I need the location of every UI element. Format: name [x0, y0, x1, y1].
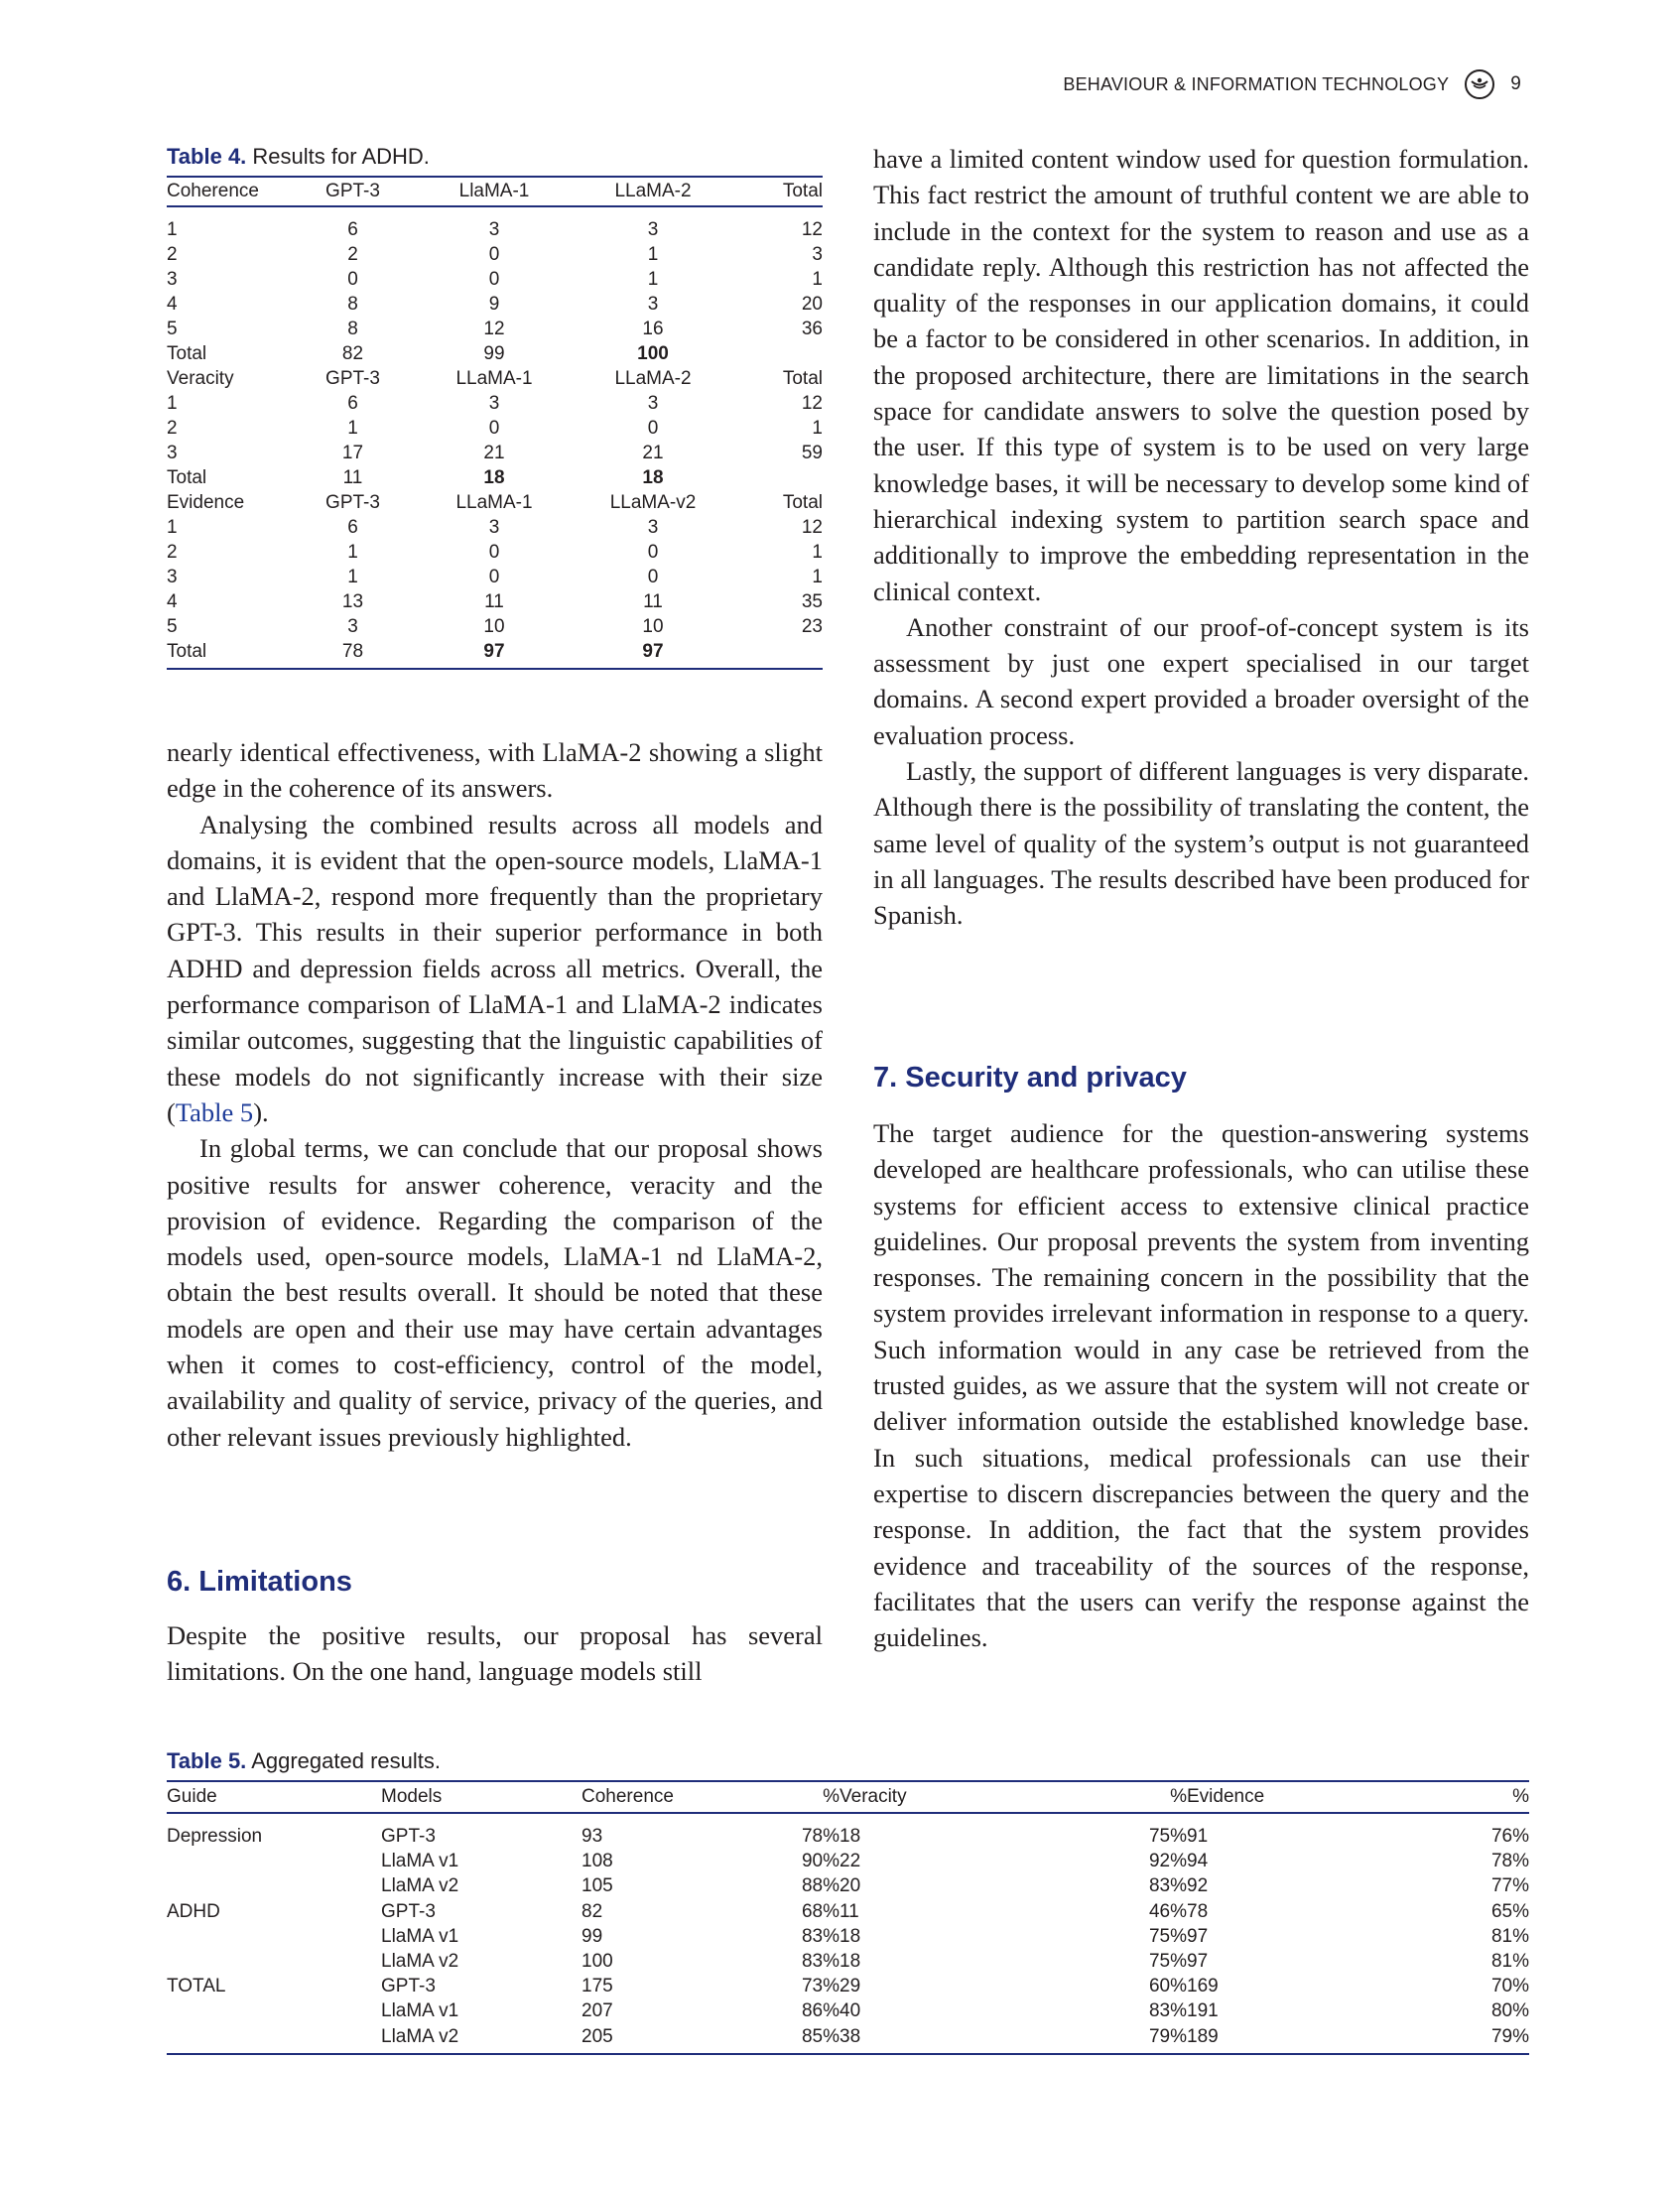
table-cell: 2 — [167, 244, 178, 265]
table-cell: 78% — [1490, 1851, 1529, 1872]
table-row — [167, 465, 823, 490]
table-cell: LLaMA-1 — [455, 492, 533, 513]
table-cell: GPT-3 — [325, 368, 380, 389]
table-cell: 22 — [840, 1851, 861, 1872]
table-cell: 65% — [1490, 1900, 1529, 1922]
table-5-block — [167, 1748, 1529, 2055]
table-cell: 40 — [840, 2000, 861, 2022]
table-5-label: Table 5. — [167, 1748, 247, 1773]
paragraph: nearly identical effectiveness, with LlaMA-2 showing a slight edge in the coherence of its answers. — [167, 737, 823, 804]
table-5-column-header: Coherence — [582, 1781, 780, 1813]
table-cell: LLaMA-v2 — [609, 492, 697, 513]
table-cell: Total — [167, 639, 286, 669]
table-cell: 3 — [647, 393, 659, 414]
table-cell: 97 — [1187, 1925, 1209, 1947]
table-5-column-header: Veracity — [840, 1781, 1117, 1813]
table-4-block — [167, 144, 823, 670]
table-cell: 6 — [347, 219, 358, 240]
table-cell: 17 — [341, 443, 364, 463]
paragraph: The target audience for the question-answering systems developed are healthcare professionals, who can utilise these systems for efficient access to extensive clinical practice guidelines. Our proposal prevents the system from inventing responses. The remaining concern in the possibility that the system provides irrelevant information in response to a query. Such information would in any case be retrieved from the trusted guides, as we assure that the system will not create or deliver information outside the established knowledge base. In such situations, medical professionals can use their expertise to discern discrepancies between the query and the response. In addition, the fact that the system provides evidence and traceability of the sources of the response, facilitates that the users can verify the response against the guidelines. — [873, 1118, 1529, 1653]
table-row — [167, 1873, 1529, 1898]
table-cell: 85% — [780, 2024, 840, 2054]
table-cell: Total — [782, 368, 823, 389]
table-row — [167, 565, 823, 589]
paragraph-text: Analysing the combined results across all models and domains, it is evident that the open-source models, LlaMA-1 and LlaMA-2, respond more frequently than the proprietary GPT-3. This results in their superior performance in both ADHD and depression fields across all metrics. Overall, the performance comparison of LlaMA-1 and LlaMA-2 indicates similar outcomes, suggesting that the linguistic capabilities of these models do not significantly increase with their size ( — [167, 809, 823, 1127]
table-row — [167, 391, 823, 416]
table-4-caption — [167, 144, 823, 170]
table-cell: 1 — [812, 567, 823, 587]
table-cell: 36 — [801, 319, 823, 339]
table-cell: GPT-3 — [381, 1826, 436, 1847]
table-cell: 13 — [341, 591, 364, 612]
table-cell: 2 — [347, 244, 358, 265]
table-row — [167, 614, 823, 639]
table-cell: 97 — [569, 639, 737, 669]
table-4-header-row — [167, 177, 823, 206]
table-5-body — [167, 1813, 1529, 2054]
table-cell: 76% — [1490, 1826, 1529, 1847]
table-cell: LlaMA v2 — [381, 1951, 459, 1973]
table-cell: LLaMA-1 — [455, 368, 533, 389]
table-row — [167, 1849, 1529, 1873]
table-cell: 0 — [647, 567, 659, 587]
table-cell: 0 — [347, 269, 358, 290]
table-cell: 0 — [488, 418, 500, 439]
table-cell: 18 — [840, 1951, 861, 1973]
table-cell: 11 — [342, 467, 363, 488]
table-cell: 12 — [801, 393, 823, 414]
table-cell: 0 — [488, 244, 500, 265]
table-cell: 59 — [801, 443, 823, 463]
table-cell: 105 — [582, 1875, 613, 1897]
table-cell: 21 — [642, 443, 664, 463]
table-cell: 83% — [1148, 2000, 1187, 2022]
table-cell: Total — [167, 467, 207, 488]
table-cell: 99 — [483, 343, 505, 364]
table-cell: 3 — [647, 294, 659, 315]
table-cell: 9 — [488, 294, 500, 315]
table-5-column-header: % — [780, 1781, 840, 1813]
table-cell: 1 — [647, 244, 659, 265]
table-cell: Veracity — [167, 368, 234, 389]
table-cell: 18 — [483, 467, 505, 488]
table-cell: 3 — [167, 269, 178, 290]
table-row — [167, 341, 823, 366]
table-cell: 70% — [1490, 1976, 1529, 1997]
table-cell: 189 — [1187, 2024, 1395, 2054]
table-cell: 18 — [840, 1925, 861, 1947]
table-cell: 68% — [801, 1900, 840, 1922]
table-row — [167, 1949, 1529, 1974]
table-cell: Evidence — [167, 492, 245, 513]
table-cell: 12 — [483, 319, 505, 339]
table-cell: 1 — [347, 542, 358, 563]
table-cell: 1 — [812, 542, 823, 563]
journal-logo-icon — [1465, 69, 1494, 99]
table-4-caption-text: Results for ADHD. — [252, 144, 430, 169]
table-row — [167, 2024, 1529, 2054]
table-cell: 75% — [1148, 1826, 1187, 1847]
table-cell: 3 — [647, 517, 659, 538]
table-cell: 5 — [167, 616, 178, 637]
table-row — [167, 540, 823, 565]
table-cell: 92 — [1187, 1875, 1209, 1897]
table-cell: 78 — [1187, 1900, 1209, 1922]
table-cell: 82 — [341, 343, 364, 364]
table-cell: 3 — [488, 219, 500, 240]
table-cell: 100 — [582, 1951, 613, 1973]
table-cell: 35 — [801, 591, 823, 612]
table-cell: Depression — [167, 1826, 263, 1847]
table-cell: 1 — [167, 517, 178, 538]
table-cell — [167, 1949, 381, 1974]
table-cell: 60% — [1148, 1976, 1187, 1997]
table-row — [167, 416, 823, 441]
table-4-label: Table 4. — [167, 144, 247, 169]
table-row — [167, 206, 823, 242]
paragraph: Another constraint of our proof-of-concept system is its assessment by just one expert specialised in our target domains. A second expert provided a broader oversight of the evaluation process. — [873, 611, 1529, 750]
table-cell: 1 — [812, 418, 823, 439]
table-cell: GPT-3 — [325, 492, 380, 513]
table-cell: GPT-3 — [381, 1900, 436, 1922]
journal-title: BEHAVIOUR & INFORMATION TECHNOLOGY — [1063, 73, 1450, 94]
table-cell: 81% — [1490, 1951, 1529, 1973]
paragraph: In global terms, we can conclude that our proposal shows positive results for answer coherence, veracity and the provision of evidence. Regarding the comparison of the models used, open-source models, LlaMA-1 nd LlaMA-2, obtain the best results overall. It should be noted that these models are open and their use may have certain advantages when it comes to cost-efficiency, control of the model, availability and quality of service, privacy of the queries, and other relevant issues previously highlighted. — [167, 1133, 823, 1452]
table-cell: Total — [167, 343, 207, 364]
table-cell: 86% — [801, 2000, 840, 2022]
table-cell: GPT-3 — [381, 1976, 436, 1997]
table-row — [167, 1974, 1529, 1998]
table-cell: 90% — [801, 1851, 840, 1872]
table-cell: 108 — [582, 1851, 613, 1872]
table-row — [167, 1813, 1529, 1849]
table-5-caption — [167, 1748, 1529, 1774]
table-cell: 4 — [167, 294, 178, 315]
table-5-column-header: % — [1395, 1781, 1529, 1813]
table-cell: 3 — [647, 219, 659, 240]
table-5-column-header: Models — [381, 1781, 582, 1813]
table-cell: 82 — [582, 1900, 603, 1922]
table-cell: 3 — [167, 567, 178, 587]
table-cell: 10 — [642, 616, 664, 637]
table-cell: 83% — [801, 1925, 840, 1947]
table-cell: 207 — [582, 2000, 613, 2022]
table-cell: 18 — [642, 467, 664, 488]
table-cell: 16 — [642, 319, 664, 339]
paragraph: Despite the positive results, our proposal has several limitations. On the one hand, language models still — [167, 1620, 823, 1687]
table-cell: 10 — [483, 616, 505, 637]
table-cell: 79% — [1395, 2024, 1529, 2054]
table-cell: 191 — [1187, 2000, 1219, 2022]
table-row — [167, 441, 823, 465]
table-cell: 1 — [647, 269, 659, 290]
table-cell: 3 — [812, 244, 823, 265]
table-5-column-header: % — [1117, 1781, 1187, 1813]
table-5-header-row — [167, 1781, 1529, 1813]
paragraph: Lastly, the support of different languages is very disparate. Although there is the possibility of translating the content, the same level of quality of the system’s output is not guaranteed in all languages. The results described have been produced for Spanish. — [873, 756, 1529, 931]
table-row — [167, 242, 823, 267]
table-cell: TOTAL — [167, 1976, 226, 1997]
table-cell: 1 — [167, 393, 178, 414]
table-row — [167, 366, 823, 391]
table-cell: 0 — [647, 418, 659, 439]
table-cell: 8 — [347, 319, 358, 339]
table-cell — [737, 465, 823, 490]
table-cell — [167, 2024, 381, 2054]
table-cell: 91 — [1187, 1826, 1209, 1847]
table-cell: LlaMA v1 — [381, 1851, 459, 1872]
table-cell: 78% — [801, 1826, 840, 1847]
table-cell: 77% — [1490, 1875, 1529, 1897]
table-4-body — [167, 206, 823, 669]
section-6-heading: 6. Limitations — [167, 1566, 352, 1598]
table-cell: 0 — [647, 542, 659, 563]
page-number: 9 — [1510, 73, 1521, 94]
paragraph: have a limited content window used for question formulation. This fact restrict the amount of truthful content we are able to include in the context for the system to reason and use as a candidate reply. Although this restriction has not affected the quality of the responses in our application domains, it could be a factor to be considered in other scenarios. In addition, in the proposed architecture, there are limitations in the search space for candidate answers to solve the question posed by the user. If this type of system is to be used on very large knowledge bases, it will be necessary to develop some kind of hierarchical indexing system to partition search space and additionally to improve the embedding representation in the clinical context. — [873, 144, 1529, 606]
paragraph — [167, 807, 823, 1131]
table-cell: 12 — [801, 219, 823, 240]
table-cell: 75% — [1148, 1951, 1187, 1973]
table-cell: 5 — [167, 319, 178, 339]
table-cell: 1 — [347, 567, 358, 587]
table-cell: 80% — [1490, 2000, 1529, 2022]
table-cell: 93 — [582, 1826, 603, 1847]
table-cell: 11 — [484, 591, 504, 612]
table-cell: 2 — [167, 542, 178, 563]
table-row — [167, 317, 823, 341]
table-cell: 92% — [1148, 1851, 1187, 1872]
table-cell: Total — [782, 492, 823, 513]
table-5 — [167, 1780, 1529, 2055]
paragraph-text: ). — [253, 1096, 269, 1127]
table-cell — [167, 1873, 381, 1898]
table-cell: 3 — [347, 616, 358, 637]
table-cell: 0 — [488, 567, 500, 587]
table-cell: 1 — [812, 269, 823, 290]
table-cell: 78 — [286, 639, 420, 669]
table-5-caption-text: Aggregated results. — [251, 1748, 441, 1773]
table-cell: LlaMA v2 — [381, 1875, 459, 1897]
table-cell: 18 — [840, 1826, 861, 1847]
table-cell: LlaMA v1 — [381, 2000, 459, 2022]
table-cell: 97 — [420, 639, 569, 669]
table-cell: 97 — [1187, 1951, 1209, 1973]
table-cell: 1 — [167, 219, 178, 240]
section-7-heading: 7. Security and privacy — [873, 1062, 1187, 1094]
table-cell — [737, 639, 823, 669]
table-5-reference-link[interactable]: Table 5 — [175, 1096, 254, 1127]
table-cell: 6 — [347, 393, 358, 414]
table-row — [167, 292, 823, 317]
table-4-column-header: Total — [737, 177, 823, 206]
table-cell: 29 — [840, 1976, 861, 1997]
table-cell: LLaMA-2 — [614, 368, 692, 389]
running-header — [1063, 71, 1521, 97]
table-cell: LlaMA v1 — [381, 1925, 459, 1947]
table-row — [167, 515, 823, 540]
table-cell: 20 — [801, 294, 823, 315]
table-4 — [167, 176, 823, 670]
table-cell — [167, 1924, 381, 1949]
table-cell: 175 — [582, 1976, 613, 1997]
table-cell: 88% — [801, 1875, 840, 1897]
table-cell: 1 — [347, 418, 358, 439]
table-row — [167, 589, 823, 614]
table-cell: 75% — [1148, 1925, 1187, 1947]
table-cell: 100 — [637, 343, 669, 364]
table-cell: 11 — [840, 1900, 859, 1922]
table-row — [167, 1899, 1529, 1924]
table-cell: 99 — [582, 1925, 603, 1947]
table-cell: 73% — [801, 1976, 840, 1997]
table-row — [167, 639, 823, 669]
table-cell: 81% — [1490, 1925, 1529, 1947]
table-cell: 3 — [488, 393, 500, 414]
table-cell: 11 — [643, 591, 663, 612]
table-4-column-header: Coherence — [167, 177, 286, 206]
table-4-column-header: LLaMA-2 — [569, 177, 737, 206]
table-cell: 20 — [840, 1875, 861, 1897]
table-cell: 6 — [347, 517, 358, 538]
table-row — [167, 490, 823, 515]
table-cell: 12 — [801, 517, 823, 538]
table-cell: 0 — [488, 269, 500, 290]
table-cell: 46% — [1148, 1900, 1187, 1922]
table-cell: 79% — [1117, 2024, 1187, 2054]
table-cell — [167, 1849, 381, 1873]
table-cell: 2 — [167, 418, 178, 439]
table-cell: 83% — [801, 1951, 840, 1973]
table-row — [167, 1998, 1529, 2023]
table-cell: 0 — [488, 542, 500, 563]
table-cell: 8 — [347, 294, 358, 315]
table-cell: 205 — [582, 2024, 780, 2054]
table-cell: 4 — [167, 591, 178, 612]
table-5-column-header: Evidence — [1187, 1781, 1395, 1813]
table-row — [167, 267, 823, 292]
table-cell: 94 — [1187, 1851, 1209, 1872]
table-cell: 3 — [167, 443, 178, 463]
table-cell: 3 — [488, 517, 500, 538]
right-text-block — [873, 141, 1529, 934]
left-text-block — [167, 734, 823, 1455]
table-row — [167, 1924, 1529, 1949]
table-cell — [737, 341, 823, 366]
table-cell: 169 — [1187, 1976, 1219, 1997]
table-cell: 23 — [801, 616, 823, 637]
table-cell: 83% — [1148, 1875, 1187, 1897]
table-cell — [167, 1998, 381, 2023]
table-4-column-header: LlaMA-1 — [420, 177, 569, 206]
table-cell: ADHD — [167, 1900, 220, 1922]
table-4-column-header: GPT-3 — [286, 177, 420, 206]
table-cell: 38 — [840, 2024, 1117, 2054]
table-5-column-header: Guide — [167, 1781, 381, 1813]
table-cell: 21 — [483, 443, 505, 463]
table-cell: LlaMA v2 — [381, 2024, 582, 2054]
